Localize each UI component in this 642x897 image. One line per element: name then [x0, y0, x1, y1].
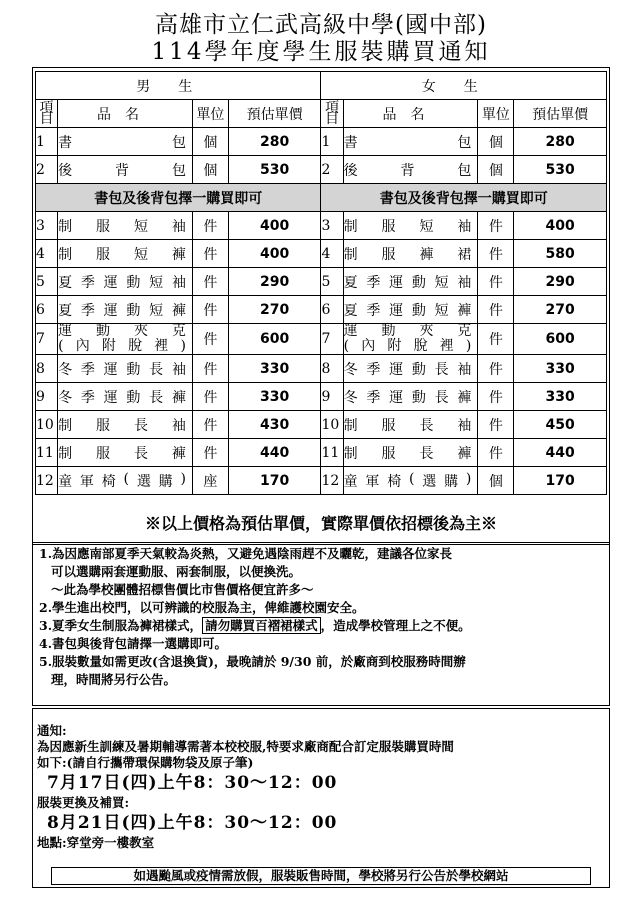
page-subtitle: 114學年度學生服裝購買通知: [151, 39, 491, 65]
item-name-text: 後 背 包: [343, 162, 472, 179]
item-unit: 件: [478, 268, 514, 296]
item-name-text: 夏 季 運 動 短 褲: [58, 302, 186, 319]
item-name: [58, 439, 193, 467]
item-index: 12: [36, 467, 58, 495]
item-index: 9: [321, 383, 343, 411]
item-index: 5: [321, 268, 343, 296]
item-unit: 座: [192, 467, 228, 495]
table-row: [36, 467, 607, 495]
item-name: [58, 467, 193, 495]
item-unit: 件: [478, 411, 514, 439]
uniform-price-table: [35, 71, 607, 495]
col-header-price: 預估單價: [514, 100, 607, 128]
item-index: 11: [36, 439, 58, 467]
item-name: [58, 128, 193, 156]
item-name: [343, 467, 478, 495]
col-header-index: 項目: [321, 100, 343, 128]
exchange-label: 服裝更換及補買:: [37, 795, 130, 810]
item-name-text: 制 服 短 褲: [58, 246, 186, 263]
item-name-text: 童 軍 椅 ( 選 購 ): [58, 470, 186, 490]
item-name-text: 制 服 長 袖: [343, 417, 472, 434]
price-disclaimer: ※以上價格為預估單價，實際單價依招標後為主※: [144, 514, 497, 533]
item-index: 7: [321, 324, 343, 355]
item-price: 600: [514, 324, 607, 355]
table-row: [36, 268, 607, 296]
item-price: 290: [514, 268, 607, 296]
item-name-text: 運 動 夾 克: [343, 323, 472, 339]
item-name-text: 制 服 短 袖: [58, 218, 186, 235]
item-name: [58, 240, 193, 268]
item-unit: 件: [192, 324, 228, 355]
note-1-tagline: ～此為學校團體招標售價比市售價格便宜許多～: [51, 582, 314, 597]
item-name: [343, 439, 478, 467]
item-name: [343, 268, 478, 296]
table-row: [36, 439, 607, 467]
purchase-notice: [32, 708, 610, 888]
table-row: [36, 411, 607, 439]
note-3-warning: 請勿購買百褶裙樣式: [202, 617, 321, 634]
item-price: 290: [228, 268, 321, 296]
item-price: 440: [514, 439, 607, 467]
item-unit: 件: [478, 324, 514, 355]
note-1-cont: 可以選購兩套運動服、兩套制服，以便換洗。: [51, 564, 302, 579]
item-name-text: 制 服 長 袖: [58, 417, 186, 434]
item-index: 9: [36, 383, 58, 411]
table-row: [36, 128, 607, 156]
table-row: [36, 212, 607, 240]
notice-heading: 通知:: [37, 723, 67, 738]
item-index: 10: [321, 411, 343, 439]
item-name-text: 冬 季 運 動 長 褲: [58, 389, 186, 406]
item-unit: 件: [192, 411, 228, 439]
item-price: 600: [228, 324, 321, 355]
item-name: [58, 411, 193, 439]
item-index: 3: [321, 212, 343, 240]
item-unit: 個: [192, 156, 228, 184]
item-index: 5: [36, 268, 58, 296]
item-price: 330: [514, 355, 607, 383]
note-1: 1.為因應南部夏季天氣較為炎熱，又避免遇陰雨趕不及曬乾，建議各位家長: [39, 546, 453, 561]
item-index: 8: [321, 355, 343, 383]
item-price: 450: [514, 411, 607, 439]
item-name-text: 制 服 短 袖: [343, 218, 472, 235]
item-name-text: 冬 季 運 動 長 袖: [58, 361, 186, 378]
choose-note-row: [36, 184, 607, 212]
item-index: 3: [36, 212, 58, 240]
item-price: 170: [228, 467, 321, 495]
item-price: 330: [228, 383, 321, 411]
item-price: 280: [514, 128, 607, 156]
table-row: [36, 156, 607, 184]
item-name-text: 書 包: [58, 134, 186, 151]
item-name: [343, 156, 478, 184]
item-index: 11: [321, 439, 343, 467]
item-index: 1: [36, 128, 58, 156]
notes-section: [32, 542, 610, 706]
item-name-text: 制 服 長 褲: [343, 445, 472, 462]
notice-paragraph-cont: 如下:(請自行攜帶環保購物袋及原子筆): [37, 755, 254, 770]
item-name: [343, 296, 478, 324]
col-header-name: 品名: [58, 100, 193, 128]
item-index: 7: [36, 324, 58, 355]
item-unit: 個: [478, 128, 514, 156]
item-name-text: 夏 季 運 動 短 袖: [58, 274, 186, 291]
note-2: 2.學生進出校門，以可辨識的校服為主，俾維護校園安全。: [39, 600, 365, 615]
item-index: 2: [321, 156, 343, 184]
item-name: [58, 383, 193, 411]
choose-note-boys: 書包及後背包擇一購買即可: [36, 184, 321, 212]
item-index: 4: [36, 240, 58, 268]
item-price: 330: [228, 355, 321, 383]
col-header-name: 品名: [343, 100, 478, 128]
location: 地點:穿堂旁一樓教室: [37, 835, 155, 850]
item-unit: 個: [478, 467, 514, 495]
notice-paragraph: 為因應新生訓練及暑期輔導需著本校校服,特要求廠商配合訂定服裝購買時間: [37, 739, 454, 754]
item-name-text: 制 服 長 褲: [58, 445, 186, 462]
col-header-index: 項目: [36, 100, 58, 128]
choose-note-girls: 書包及後背包擇一購買即可: [321, 184, 607, 212]
item-name-text: 冬 季 運 動 長 褲: [343, 389, 472, 406]
item-index: 1: [321, 128, 343, 156]
item-name: [58, 324, 193, 355]
note-5: 5.服裝數量如需更改(含退換貨)，最晚請於 9/30 前，於廠商到校服務時間辦: [39, 654, 466, 669]
table-row: [36, 240, 607, 268]
item-name: [343, 411, 478, 439]
girls-header: 女生: [321, 72, 607, 100]
item-unit: 件: [478, 383, 514, 411]
item-price: 270: [514, 296, 607, 324]
item-unit: 件: [478, 296, 514, 324]
item-name: [58, 156, 193, 184]
item-price: 280: [228, 128, 321, 156]
item-unit: 個: [192, 128, 228, 156]
item-name: [58, 296, 193, 324]
item-name: [343, 324, 478, 355]
purchase-time: 7月17日(四)上午8：30～12：00: [47, 773, 338, 793]
page-title: 高雄市立仁武高級中學(國中部): [155, 12, 487, 38]
item-unit: 件: [192, 240, 228, 268]
item-price: 530: [228, 156, 321, 184]
col-header-unit: 單位: [192, 100, 228, 128]
item-price: 400: [228, 212, 321, 240]
note-5-cont: 理，時間將另行公告。: [51, 672, 177, 687]
item-unit: 件: [192, 439, 228, 467]
item-price: 400: [228, 240, 321, 268]
item-index: 2: [36, 156, 58, 184]
item-name: [343, 240, 478, 268]
item-price: 530: [514, 156, 607, 184]
exchange-time: 8月21日(四)上午8：30～12：00: [47, 813, 338, 833]
item-price: 400: [514, 212, 607, 240]
note-4: 4.書包與後背包請擇一選購即可。: [39, 636, 228, 651]
item-name-text: 夏 季 運 動 短 袖: [343, 274, 472, 291]
item-unit: 件: [192, 296, 228, 324]
item-name-text: 童 軍 椅 ( 選 購 ): [343, 470, 472, 490]
item-unit: 件: [478, 439, 514, 467]
table-row: [36, 324, 607, 355]
item-name-text: 運 動 夾 克: [58, 323, 186, 339]
item-unit: 件: [478, 240, 514, 268]
note-3: [39, 617, 603, 635]
item-unit: 件: [478, 212, 514, 240]
item-price: 330: [514, 383, 607, 411]
item-name-text: 冬 季 運 動 長 袖: [343, 361, 472, 378]
item-unit: 件: [192, 355, 228, 383]
boys-header: 男生: [36, 72, 321, 100]
item-name-text: 夏 季 運 動 短 褲: [343, 302, 472, 319]
item-price: 430: [228, 411, 321, 439]
item-unit: 件: [192, 383, 228, 411]
item-name-text: 制 服 褲 裙: [343, 246, 472, 263]
item-name: [58, 268, 193, 296]
item-unit: 個: [478, 156, 514, 184]
item-unit: 件: [192, 212, 228, 240]
item-price: 580: [514, 240, 607, 268]
item-index: 8: [36, 355, 58, 383]
item-name: [343, 383, 478, 411]
item-price: 270: [228, 296, 321, 324]
item-name-sub: ( 內 附 脫 裡 ): [58, 338, 186, 354]
item-name-sub: ( 內 附 脫 裡 ): [343, 338, 472, 354]
item-index: 12: [321, 467, 343, 495]
item-index: 6: [321, 296, 343, 324]
item-index: 4: [321, 240, 343, 268]
item-unit: 件: [478, 355, 514, 383]
item-name-text: 後 背 包: [58, 162, 186, 179]
item-unit: 件: [192, 268, 228, 296]
item-price: 170: [514, 467, 607, 495]
note-3-tail: ，造成學校管理上之不便。: [320, 618, 471, 633]
typhoon-notice: 如遇颱風或疫情需放假，服裝販售時間，學校將另行公告於學校網站: [51, 867, 591, 885]
item-name: [58, 212, 193, 240]
item-index: 6: [36, 296, 58, 324]
col-header-price: 預估單價: [228, 100, 321, 128]
note-3-text: 3.夏季女生制服為褲裙樣式，: [39, 618, 203, 633]
table-row: [36, 383, 607, 411]
table-row: [36, 296, 607, 324]
item-index: 10: [36, 411, 58, 439]
col-header-unit: 單位: [478, 100, 514, 128]
item-name-text: 書 包: [343, 134, 472, 151]
item-name: [343, 355, 478, 383]
item-name: [343, 212, 478, 240]
table-row: [36, 355, 607, 383]
item-name: [343, 128, 478, 156]
item-price: 440: [228, 439, 321, 467]
item-name: [58, 355, 193, 383]
